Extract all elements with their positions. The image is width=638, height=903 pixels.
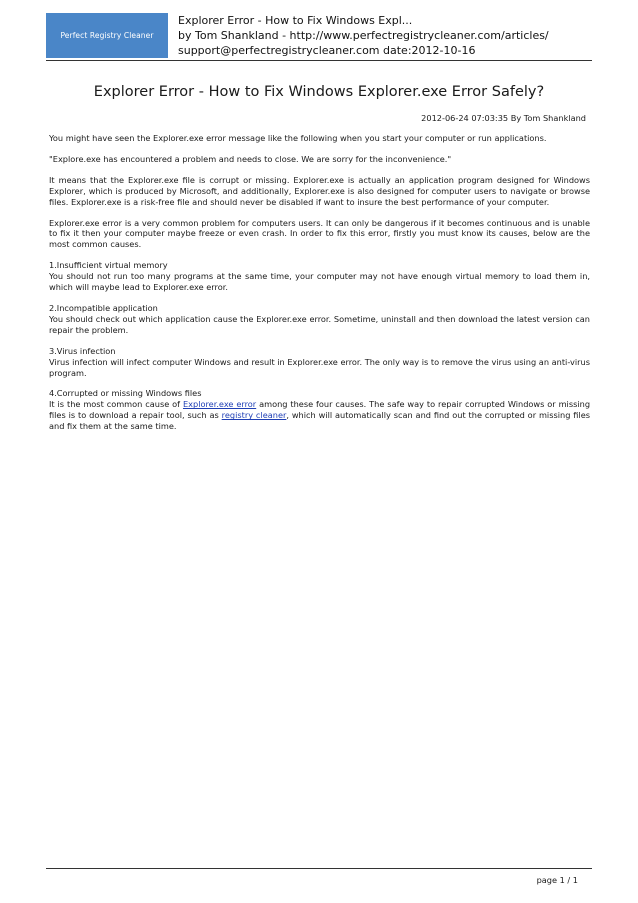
cause-body [49, 399, 590, 432]
document-header [178, 13, 598, 58]
article-byline: 2012-06-24 07:03:35 By Tom Shankland [421, 113, 586, 123]
cause-item [49, 303, 590, 336]
registry-cleaner-link[interactable]: registry cleaner [221, 410, 287, 421]
header-contact: support@perfectregistrycleaner.com date:2012-10-16 [178, 44, 476, 57]
cause-body: You should check out which application cause the Explorer.exe error. Sometime, uninstall and then download the latest version can repair the problem. [49, 313, 590, 335]
cause-heading: 1.Insufficient virtual memory [49, 260, 168, 271]
common-paragraph: Explorer.exe error is a very common problem for computers users. It can only be dangerous if it becomes continuous and is unable to fix it then your computer maybe freeze or even crash. In order to fix this error, firstly you must know its causes, below are the most common causes. [49, 217, 590, 250]
cause-item [49, 260, 590, 293]
explorer-error-link[interactable]: Explorer.exe error [182, 399, 257, 410]
cause-body: You should not run too many programs at the same time, your computer may not have enough virtual memory to load them in, which will maybe lead to Explorer.exe error. [49, 271, 590, 293]
cause-heading: 3.Virus infection [49, 345, 116, 356]
article-title: Explorer Error - How to Fix Windows Explorer.exe Error Safely? [93, 84, 545, 100]
intro-paragraph: You might have seen the Explorer.exe error message like the following when you start your computer or run applications. [49, 133, 547, 143]
header-title: Explorer Error - How to Fix Windows Expl... [178, 14, 413, 27]
header-divider [46, 60, 592, 61]
error-quote: "Explore.exe has encountered a problem and needs to close. We are sorry for the inconvenience." [49, 153, 452, 164]
cause-body-text: , which will automatically scan and find out the corrupted or missing files and fix them at the same time. [49, 410, 591, 432]
cause-item [49, 346, 590, 379]
cause-body-text: among these four causes. The safe way to repair corrupted Windows or missing files is to download a repair tool, such as [49, 399, 591, 421]
cause-heading: 4.Corrupted or missing Windows files [49, 388, 202, 399]
cause-body: Virus infection will infect computer Windows and result in Explorer.exe error. The only way is to remove the virus using an anti-virus program. [49, 356, 590, 378]
logo-text: Perfect Registry Cleaner [60, 31, 154, 40]
footer-divider [46, 868, 592, 869]
cause-item [49, 388, 590, 432]
cause-body-text: It is the most common cause of [49, 399, 183, 410]
article-body [49, 133, 590, 442]
cause-heading: 2.Incompatible application [49, 302, 158, 313]
meaning-paragraph: It means that the Explorer.exe file is corrupt or missing. Explorer.exe is actually an application program designed for Windows Explorer, which is produced by Microsoft, and additionally, Explorer.exe is also designed for computer users to navigate or browse files. Explorer.exe is a risk-free file and should never be disabled if want to insure the best performance of your computer. [49, 174, 590, 207]
header-byline: by Tom Shankland - http://www.perfectregistrycleaner.com/articles/ [178, 29, 549, 42]
site-logo [46, 13, 168, 58]
page-number: page 1 / 1 [536, 875, 578, 885]
